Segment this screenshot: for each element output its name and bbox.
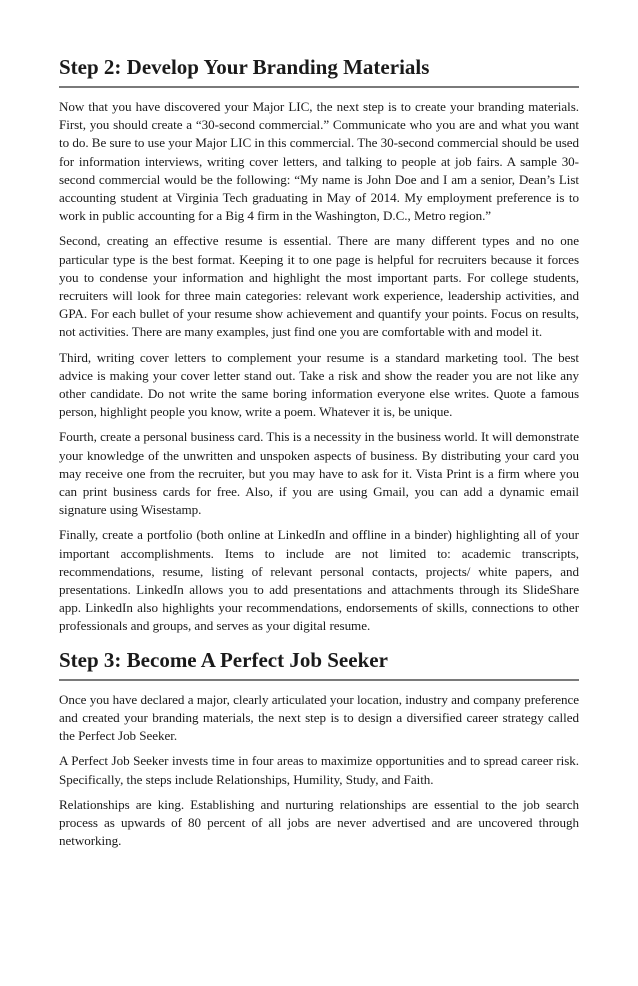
paragraph: Third, writing cover letters to complement your resume is a standard marketing tool. The best advice is making your cover letter stand out. Take a risk and show the reader you are not like any other candidate. Do not write the same boring information everyone else writes. Quote a famous person, highlight people you know, write a poem. Whatever it is, be unique. — [59, 349, 579, 420]
paragraph: Finally, create a portfolio (both online at LinkedIn and offline in a binder) highlighting all of your important accomplishments. Items to include are not limited to: academic transcripts, recommendations, resume, listing of relevant personal contacts, projects/ white papers, and presentations. LinkedIn allows you to add presentations and attachments through its SlideShare app. LinkedIn also highlights your recommendations, endorsements of skills, connections to other professionals and groups, and serves as your digital resume. — [59, 527, 579, 634]
paragraph: Fourth, create a personal business card. This is a necessity in the business world. It will demonstrate your knowledge of the unwritten and unspoken aspects of business. By distributing your card you may receive one from the recruiter, but you may have to ask for it. Vista Print is a firm where you can print business cards for free. Also, if you are using Gmail, you can add a dynamic email signature using Wisestamp. — [59, 429, 579, 518]
section-heading: Step 2: Develop Your Branding Materials — [59, 54, 579, 88]
section-heading: Step 3: Become A Perfect Job Seeker — [59, 647, 579, 681]
section-body — [59, 98, 579, 636]
section-step-3 — [59, 647, 579, 851]
document-page — [59, 54, 579, 850]
paragraph: Now that you have discovered your Major LIC, the next step is to create your branding materials. First, you should create a “30-second commercial.” Communicate who you are and what you want to do. Be sure to use your Major LIC in this commercial. The 30-second commercial should be used for information interviews, writing cover letters, and talking to people at job fairs. A sample 30-second commercial would be the following: “My name is John Doe and I am a senior, Dean’s List accounting student at Virginia Tech graduating in May of 2014. My employment preference is to work in public accounting for a Big 4 firm in the Washington, D.C., Metro region.” — [59, 99, 579, 224]
paragraph: Once you have declared a major, clearly articulated your location, industry and company preference and created your branding materials, the next step is to design a diversified career strategy called the Perfect Job Seeker. — [59, 691, 579, 744]
paragraph: A Perfect Job Seeker invests time in four areas to maximize opportunities and to spread career risk. Specifically, the steps include Relationships, Humility, Study, and Faith. — [59, 753, 579, 787]
paragraph: Second, creating an effective resume is essential. There are many different types and no one particular type is the best format. Keeping it to one page is helpful for recruiters because it forces you to condense your information and highlight the most important parts. For college students, recruiters will look for three main categories: relevant work experience, leadership activities, and GPA. For each bullet of your resume show achievement and quantify your points. Focus on results, not activities. There are many examples, just find one you are comfortable with and model it. — [59, 233, 579, 340]
section-body — [59, 691, 579, 851]
paragraph: Relationships are king. Establishing and nurturing relationships are essential to the job search process as upwards of 80 percent of all jobs are never advertised and are uncovered through networking. — [59, 796, 579, 849]
section-step-2 — [59, 54, 579, 636]
